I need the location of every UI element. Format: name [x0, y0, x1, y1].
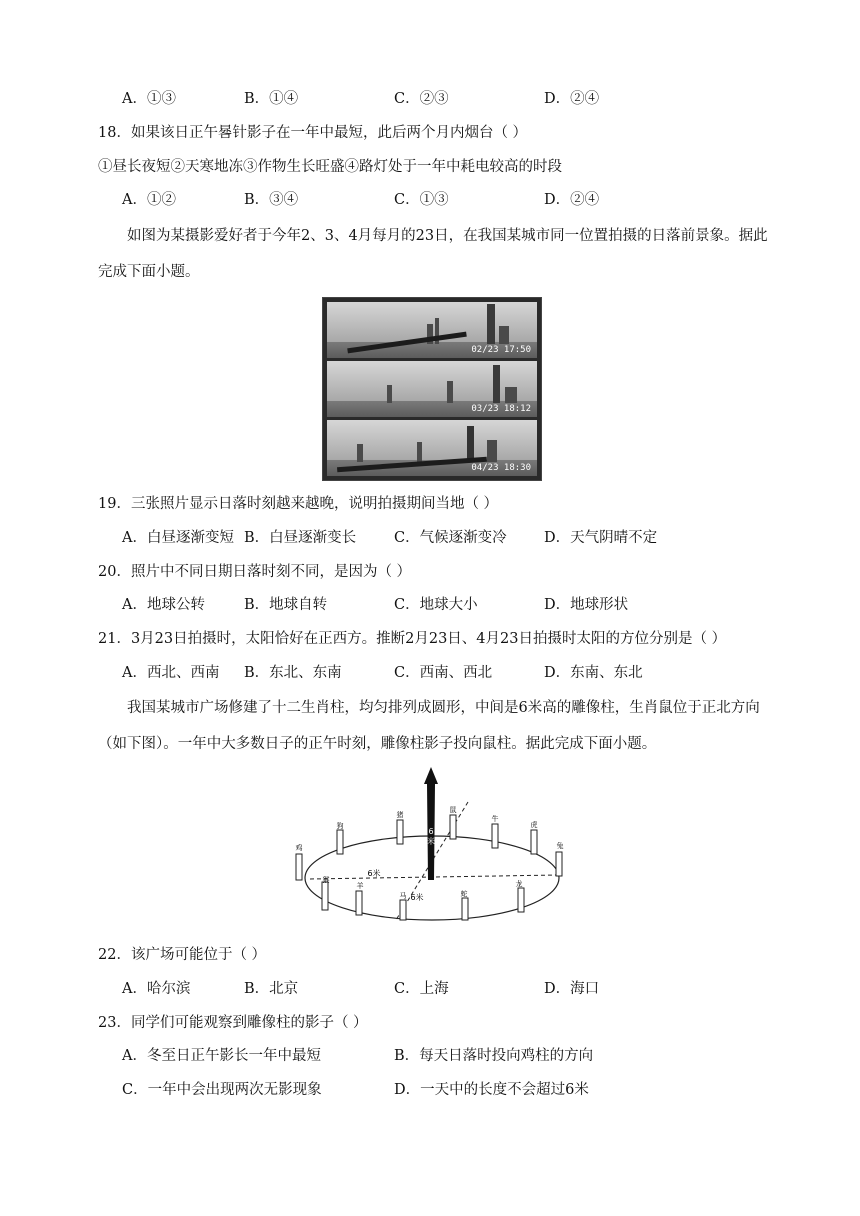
q22-option-d: D．海口 [544, 981, 600, 997]
photo-timestamp: 03/23 18:12 [471, 404, 531, 414]
q18-stem: 18．如果该日正午晷针影子在一年中最短，此后两个月内烟台（ ） [98, 125, 528, 141]
zodiac-label: 兔 [556, 842, 564, 850]
q23-option-c: C．一年中会出现两次无影现象 [122, 1082, 322, 1098]
photo-timestamp: 04/23 18:30 [471, 463, 531, 473]
q22-stem: 22．该广场可能位于（ ） [98, 947, 267, 963]
zodiac-label: 羊 [356, 882, 364, 890]
pillar-sheep [356, 881, 364, 915]
q18-option-b: B．③④ [244, 192, 299, 208]
q23-option-d: D．一天中的长度不会超过6米 [394, 1082, 589, 1098]
pillar-snake [461, 889, 469, 920]
q17-option-c: C．②③ [394, 91, 449, 107]
zodiac-label: 龙 [515, 880, 523, 888]
q20-option-c: C．地球大小 [394, 597, 478, 613]
pillar-dragon [516, 879, 525, 912]
pillar-rooster [296, 843, 303, 880]
zodiac-label: 蛇 [460, 890, 468, 898]
sunset-photo-figure [322, 297, 542, 481]
photo-timestamp: 02/23 17:50 [471, 345, 531, 355]
zodiac-label: 猴 [322, 876, 330, 884]
photo-panel-apr [327, 420, 537, 476]
q23-option-b: B．每天日落时投向鸡柱的方向 [394, 1048, 594, 1064]
intro-paragraph-zodiac: 我国某城市广场修建了十二生肖柱，均匀排列成圆形，中间是6米高的雕像柱，生肖鼠位于正北方向（如下图）。一年中大多数日子的正午时刻，雕像柱影子投向鼠柱。据此完成下面小题。 [98, 700, 760, 752]
zodiac-label: 狗 [336, 822, 344, 830]
pillar-tiger [531, 820, 538, 854]
radius-label-left: 6米 [367, 869, 381, 878]
zodiac-label: 马 [399, 892, 407, 900]
q20-option-a: A．地球公转 [122, 597, 205, 613]
q20-stem: 20．照片中不同日期日落时刻不同，是因为（ ） [98, 564, 412, 580]
zodiac-label: 鼠 [449, 806, 457, 814]
q18-option-c: C．①③ [394, 192, 449, 208]
zodiac-square-diagram [290, 762, 575, 922]
pillar-rat [450, 805, 457, 839]
photo-panel-feb [327, 302, 537, 358]
intro-paragraph-photos: 如图为某摄影爱好者于今年2、3、4月每月的23日，在我国某城市同一位置拍摄的日落前景象。据此完成下面小题。 [98, 228, 768, 280]
q20-option-d: D．地球形状 [544, 597, 629, 613]
q17-option-b: B．①④ [244, 91, 299, 107]
zodiac-label: 牛 [491, 815, 499, 823]
zodiac-label: 猪 [396, 811, 404, 819]
statue-pillar [424, 767, 438, 880]
q17-option-d: D．②④ [544, 91, 600, 107]
q21-option-b: B．东北、东南 [244, 665, 342, 681]
q19-stem: 19．三张照片显示日落时刻越来越晚，说明拍摄期间当地（ ） [98, 496, 499, 512]
pillar-pig [397, 810, 404, 844]
radius-label-bottom: 6米 [410, 893, 424, 902]
q20-option-b: B．地球自转 [244, 597, 328, 613]
zodiac-label: 鸡 [295, 844, 303, 852]
pillar-ox [492, 814, 499, 848]
q18-option-a: A．①② [122, 192, 176, 208]
pillar-horse [400, 891, 407, 920]
q17-option-a: A．①③ [122, 91, 176, 107]
q22-option-c: C．上海 [394, 981, 449, 997]
q23-stem: 23．同学们可能观察到雕像柱的影子（ ） [98, 1015, 368, 1031]
photo-panel-mar [327, 361, 537, 417]
q19-option-a: A．白昼逐渐变短 [122, 530, 234, 546]
zodiac-label: 虎 [530, 821, 538, 829]
q21-option-a: A．西北、西南 [122, 665, 220, 681]
q19-option-c: C．气候逐渐变冷 [394, 530, 507, 546]
q18-option-d: D．②④ [544, 192, 600, 208]
statue-height-label: 6 米 [427, 827, 435, 846]
q21-option-c: C．西南、西北 [394, 665, 493, 681]
pillar-monkey [322, 875, 330, 910]
pillar-dog [337, 821, 344, 854]
q23-option-a: A．冬至日正午影长一年中最短 [122, 1048, 321, 1064]
q22-option-b: B．北京 [244, 981, 299, 997]
q19-option-b: B．白昼逐渐变长 [244, 530, 357, 546]
pillar-rabbit [556, 841, 564, 876]
q22-option-a: A．哈尔滨 [122, 981, 191, 997]
q19-option-d: D．天气阴晴不定 [544, 530, 658, 546]
q18-choices: ①昼长夜短②天寒地冻③作物生长旺盛④路灯处于一年中耗电较高的时段 [98, 159, 562, 175]
q21-option-d: D．东南、东北 [544, 665, 643, 681]
q21-stem: 21．3月23日拍摄时，太阳恰好在正西方。推断2月23日、4月23日拍摄时太阳的方位分别是（ ） [98, 631, 727, 647]
